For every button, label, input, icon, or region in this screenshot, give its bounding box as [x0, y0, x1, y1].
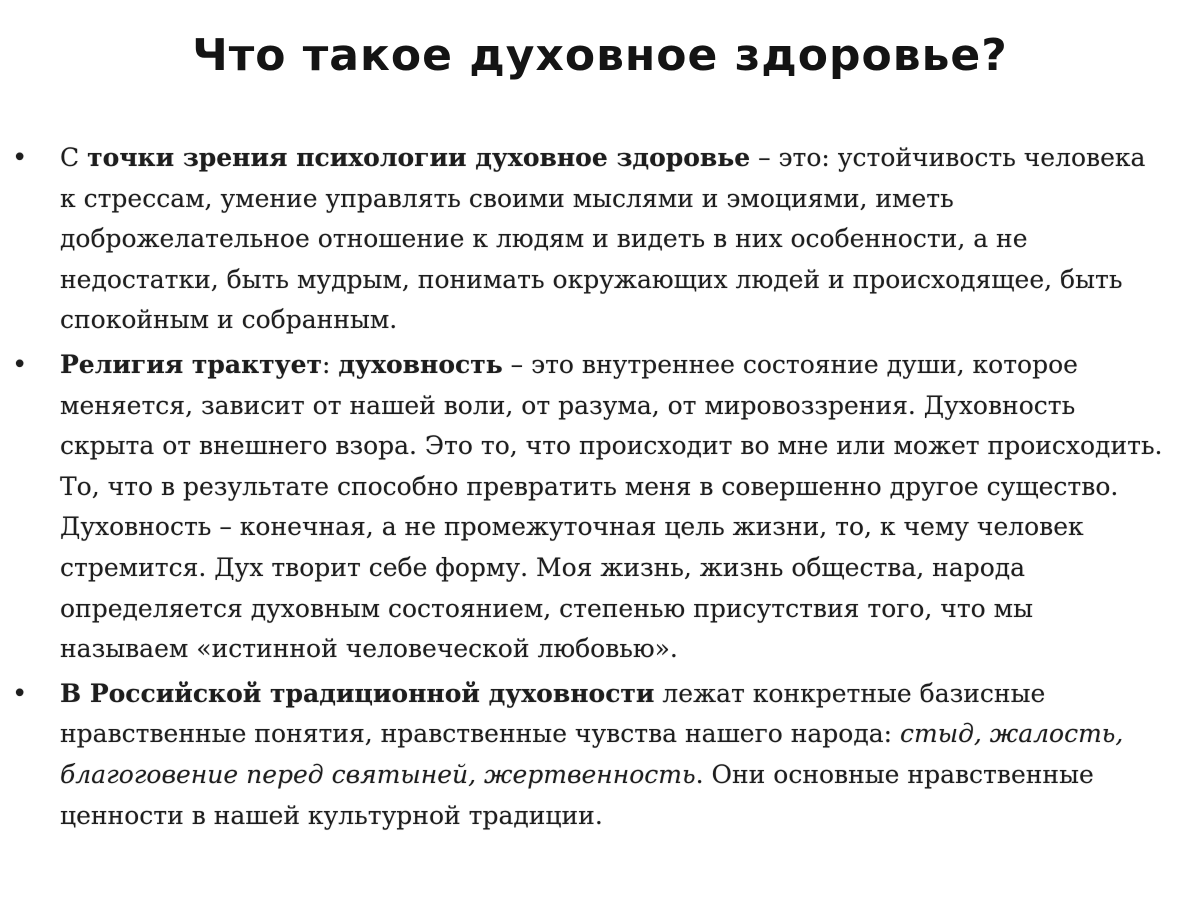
bullet-text-segment: : — [322, 349, 339, 379]
bullet-text-segment: – это внутреннее состояние души, которое меняется, зависит от нашей воли, от разума, от мировоззрения. Духовность скрыта от внешнего взора. Это то, что происходит во мне или может происходить. То, что в результате способно превратить меня в совершенно другое существо. Духовность – конечная, а не промежуточная цель жизни, то, к чему человек стремится. Дух творит себе форму. Моя жизнь, жизнь общества, народа определяется духовным состоянием, степенью присутствия того, что мы называем «истинной человеческой любовью». — [60, 349, 1163, 664]
bullet-bold-term: точки зрения психологии духовное здоровье — [87, 143, 751, 172]
bullet-dot-icon: • — [12, 678, 28, 709]
bullet-text-segment: – это: устойчивость человека к стрессам, умение управлять своими мыслями и эмоциями, иметь доброжелательное отношение к людям и видеть в них особенности, а не недостатки, быть мудрым, понимать окружающих людей и происходящее, быть спокойным и собранным. — [60, 143, 1146, 335]
bullet-bold-term: В Российской традиционной духовности — [60, 678, 655, 708]
bullet-text-segment: лежат конкретные базисные нравственные понятия, нравственные чувства нашего народа: — [60, 678, 1046, 749]
bullet-item — [0, 345, 1200, 670]
bullet-text-segment: С — [60, 143, 88, 172]
bullet-bold-term: Религия трактует — [60, 349, 323, 379]
bullet-dot-icon: • — [12, 349, 28, 380]
bullet-bold-term: духовность — [338, 349, 503, 379]
bullet-text-segment: . Они основные нравственные ценности в нашей культурной традиции. — [60, 759, 1094, 830]
bullet-list — [0, 138, 1200, 840]
bullet-italic-list: стыд, жалость, благоговение перед святыней, жертвенность — [60, 719, 1124, 789]
bullet-dot-icon: • — [12, 143, 28, 173]
bullet-item — [0, 138, 1200, 341]
slide-title: Что такое духовное здоровье? — [192, 30, 1008, 81]
bullet-item — [0, 674, 1200, 836]
